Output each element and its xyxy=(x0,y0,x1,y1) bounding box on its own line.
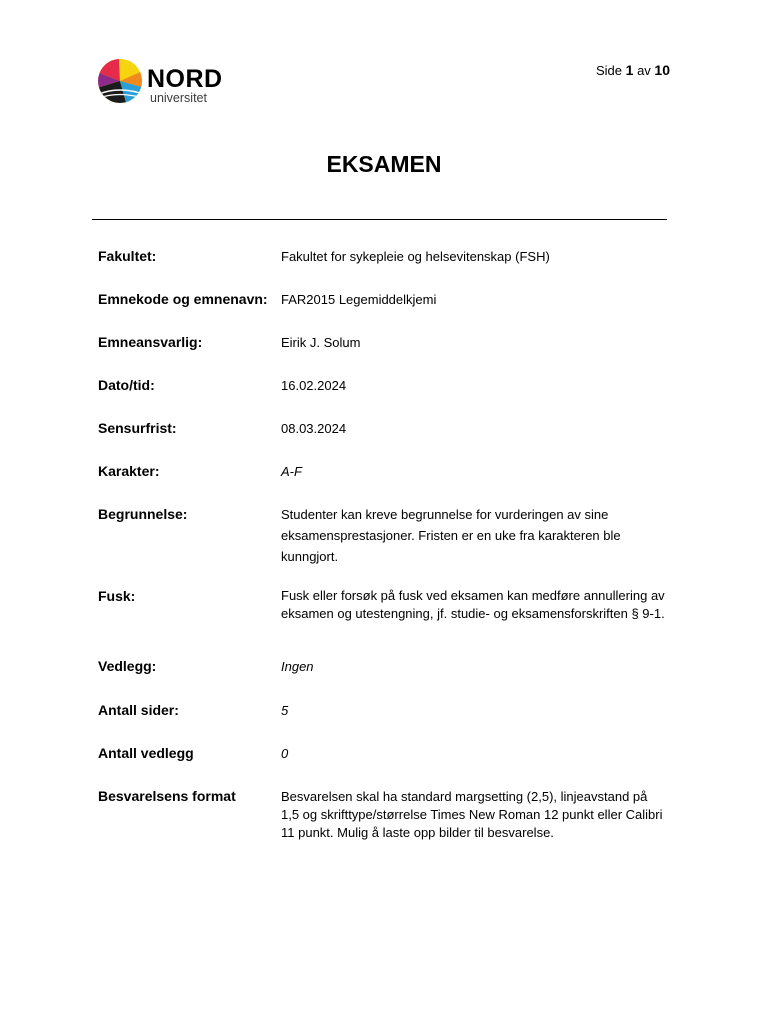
logo-wordmark: NORD xyxy=(147,65,223,93)
page-number xyxy=(596,62,670,79)
fakultet-value: Fakultet for sykepleie og helsevitenskap (FSH) xyxy=(281,249,550,264)
fakultet-label: Fakultet: xyxy=(98,248,157,264)
page-number-prefix: Side xyxy=(595,63,623,78)
page-number-total: 10 xyxy=(654,62,670,78)
antall-sider-label: Antall sider: xyxy=(98,702,179,718)
vedlegg-value: Ingen xyxy=(281,659,314,674)
begrunnelse-value: Studenter kan kreve begrunnelse for vurderingen av sine eksamensprestasjoner. Fristen er en uke fra karakteren ble kunngjort. xyxy=(281,507,621,564)
emnekode-value: FAR2015 Legemiddelkjemi xyxy=(281,292,437,307)
title-divider xyxy=(92,219,667,220)
page-number-separator: av xyxy=(637,63,651,78)
document-title: EKSAMEN xyxy=(326,151,442,177)
dato-tid-value: 16.02.2024 xyxy=(281,378,347,393)
sensurfrist-label: Sensurfrist: xyxy=(98,420,177,436)
besvarelsens-format-value: Besvarelsen skal ha standard margsetting (2,5), linjeavstand på 1,5 og skrifttype/størrelse Times New Roman 12 punkt eller Calibri 11 punkt. Mulig å laste opp bilder til besvarelse. xyxy=(281,789,663,840)
logo-subtitle: universitet xyxy=(150,91,207,105)
vedlegg-label: Vedlegg: xyxy=(98,658,157,674)
emneansvarlig-value: Eirik J. Solum xyxy=(281,335,361,350)
emnekode-label: Emnekode og emnenavn: xyxy=(98,291,268,307)
dato-tid-label: Dato/tid: xyxy=(98,377,155,393)
emneansvarlig-label: Emneansvarlig: xyxy=(98,334,203,350)
fusk-value: Fusk eller forsøk på fusk ved eksamen kan medføre annullering av eksamen og utestengning, jf. studie- og eksamensforskriften § 9-1. xyxy=(281,588,665,621)
nord-logo-mark xyxy=(97,58,145,106)
karakter-label: Karakter: xyxy=(98,463,160,479)
begrunnelse-label: Begrunnelse: xyxy=(98,506,188,522)
antall-vedlegg-value: 0 xyxy=(281,746,289,761)
karakter-value: A-F xyxy=(281,464,302,479)
sensurfrist-value: 08.03.2024 xyxy=(281,421,347,436)
fusk-label: Fusk: xyxy=(98,588,136,604)
nord-universitet-logo xyxy=(97,58,237,106)
page-number-current: 1 xyxy=(625,62,634,78)
besvarelsens-format-label: Besvarelsens format xyxy=(98,788,236,804)
antall-sider-value: 5 xyxy=(281,703,289,718)
antall-vedlegg-label: Antall vedlegg xyxy=(98,745,194,761)
